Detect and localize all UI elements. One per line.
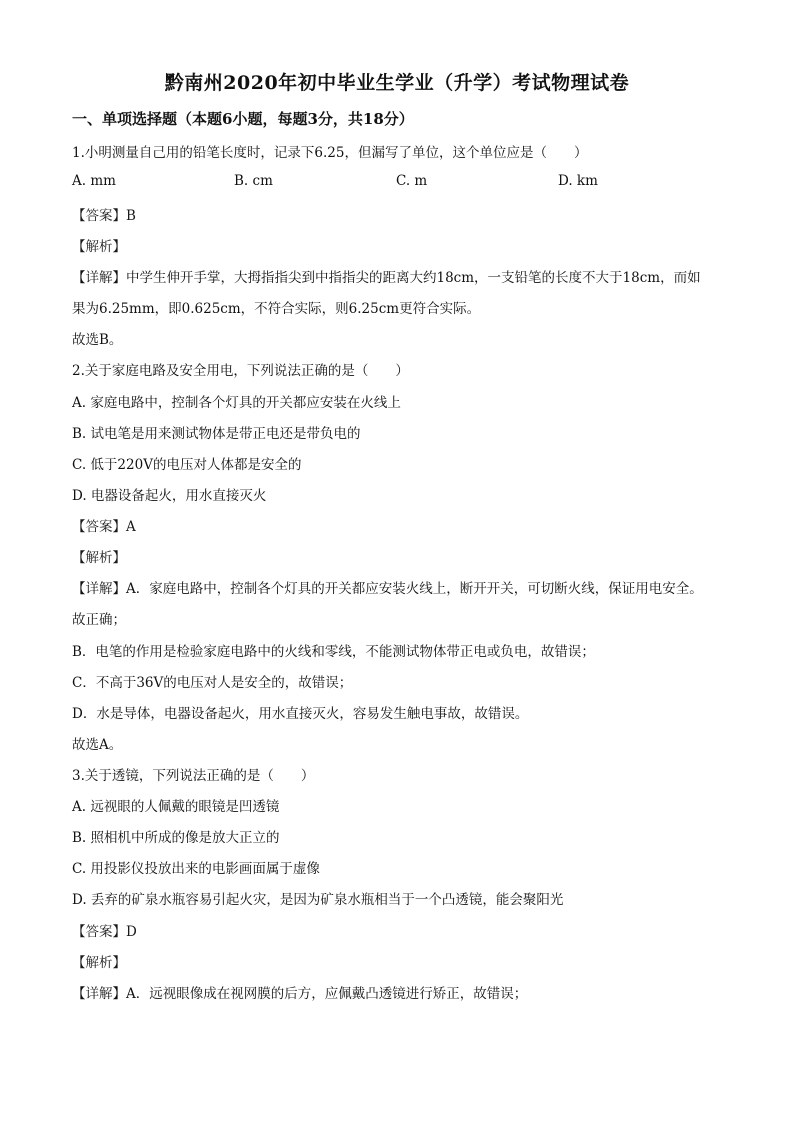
question-2-answer: 【答案】A [72,519,136,535]
question-2-option-a: A. 家庭电路中，控制各个灯具的开关都应安装在火线上 [72,395,401,411]
question-2-detail-line-1: 【详解】A．家庭电路中，控制各个灯具的开关都应安装火线上，断开开关，可切断火线，保证用电安全。 [72,581,703,597]
question-2-detail-line-5: D．水是导体，电器设备起火，用水直接灭火，容易发生触电事故，故错误。 [72,706,529,722]
question-3-detail-line-1: 【详解】A．远视眼像成在视网膜的后方，应佩戴凸透镜进行矫正，故错误； [72,986,528,1002]
question-1-option-c: C. m [396,173,428,189]
question-1-stem: 1.小明测量自己用的铅笔长度时，记录下6.25，但漏写了单位，这个单位应是（ ） [72,145,588,161]
question-2-conclusion: 故选A。 [72,737,123,753]
question-2-detail-line-4: C．不高于36V的电压对人是安全的，故错误； [72,675,353,691]
question-3-option-b: B. 照相机中所成的像是放大正立的 [72,830,280,846]
question-2-analysis: 【解析】 [72,550,126,566]
question-3-stem: 3.关于透镜，下列说法正确的是（ ） [72,768,315,784]
section-heading: 一、单项选择题（本题6小题，每题3分，共18分） [72,110,414,128]
question-2-option-c: C. 低于220V的电压对人体都是安全的 [72,457,302,473]
question-1-option-a: A. mm [72,173,116,189]
question-1-option-b: B. cm [234,173,273,189]
question-2-option-d: D. 电器设备起火，用水直接灭火 [72,488,267,504]
question-1-option-d: D. km [558,173,598,189]
question-3-option-a: A. 远视眼的人佩戴的眼镜是凹透镜 [72,799,280,815]
question-3-option-c: C. 用投影仪投放出来的电影画面属于虚像 [72,861,320,877]
question-3-answer: 【答案】D [72,924,137,940]
question-1-conclusion: 故选B。 [72,332,123,348]
question-2-detail-line-3: B．电笔的作用是检验家庭电路中的火线和零线，不能测试物体带正电或负电，故错误； [72,644,595,660]
question-1-answer: 【答案】B [72,208,136,224]
question-1-detail-line-1: 【详解】中学生伸开手掌，大拇指指尖到中指指尖的距离大约18cm，一支铅笔的长度不大于18cm，而如 [72,270,701,286]
question-3-option-d: D. 丢弃的矿泉水瓶容易引起火灾，是因为矿泉水瓶相当于一个凸透镜，能会聚阳光 [72,892,564,908]
question-2-stem: 2.关于家庭电路及安全用电，下列说法正确的是（ ） [72,363,409,379]
question-1-analysis: 【解析】 [72,239,126,255]
question-2-option-b: B. 试电笔是用来测试物体是带正电还是带负电的 [72,426,361,442]
page-title: 黔南州2020年初中毕业生学业（升学）考试物理试卷 [164,72,630,94]
question-1-detail-line-2: 果为6.25mm，即0.625cm，不符合实际，则6.25cm更符合实际。 [72,301,481,317]
question-3-analysis: 【解析】 [72,955,126,971]
question-2-detail-line-2: 故正确； [72,612,126,628]
